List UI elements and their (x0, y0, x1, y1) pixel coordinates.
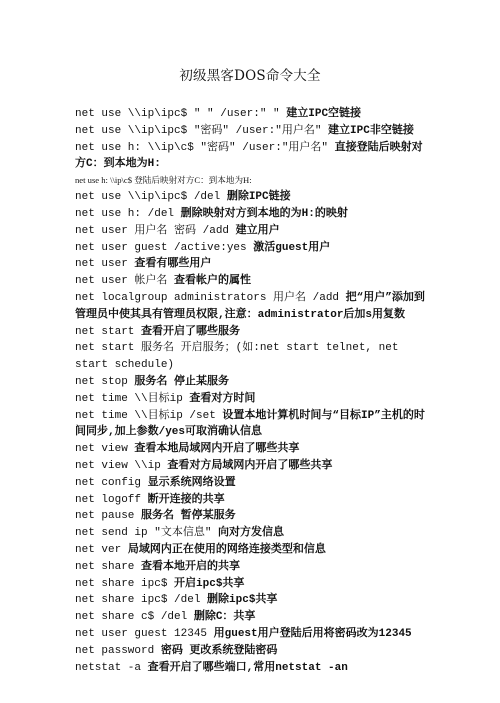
command-line (75, 340, 430, 374)
command-description: 删除C：共享 (187, 611, 256, 624)
command-line (75, 559, 430, 576)
command-text: net view \\ip (75, 459, 161, 472)
command-line (75, 592, 430, 609)
command-text: net user 帐户名 (75, 275, 168, 288)
command-line (75, 324, 430, 341)
command-description: 把“用户”添加到管理员中使其具有管理员权限,注意：administrator后加s用复数 (75, 291, 425, 321)
command-description: 建立用户 (229, 224, 280, 237)
command-text: net ver (75, 543, 122, 556)
command-line (75, 223, 430, 240)
command-description: 查看本地开启的共享 (134, 560, 241, 573)
command-text: net use \\ip\ipc$ "密码" /user:"用户名" (75, 124, 322, 137)
document-title: 初级黑客DOS命令大全 (179, 68, 321, 84)
command-text: net share c$ /del (75, 611, 188, 624)
command-text: net start (75, 325, 135, 338)
command-line (75, 475, 430, 492)
command-line (75, 626, 430, 643)
command-text: net time \\目标ip /set (75, 409, 216, 422)
command-description: 查看帐户的属性 (167, 275, 252, 288)
command-line (75, 408, 430, 442)
command-text: net use h: \\ip\c$ 登陆后映射对方C：到本地为H: (75, 175, 252, 186)
command-description: 显示系统网络设置 (141, 476, 236, 489)
command-line (75, 240, 430, 257)
command-line (75, 458, 430, 475)
command-text: net share (75, 560, 135, 573)
command-text: netstat -a (75, 661, 142, 674)
command-line (75, 140, 430, 174)
command-text: net logoff (75, 493, 142, 506)
command-text: net use h: /del (75, 207, 175, 220)
command-description: 删除ipc$共享 (200, 594, 278, 607)
command-line (75, 525, 430, 542)
command-description: 局域网内正在使用的网络连接类型和信息 (121, 543, 326, 556)
command-line (75, 123, 430, 140)
command-description: 用guest用户登陆后用将密码改为12345 (207, 627, 412, 640)
command-line (75, 576, 430, 593)
command-line-small (75, 174, 430, 186)
command-text: net share ipc$ /del (75, 594, 201, 607)
command-description: 删除IPC链接 (220, 191, 291, 204)
command-description: 向对方发信息 (211, 527, 285, 540)
command-line (75, 206, 430, 223)
command-line (75, 256, 430, 273)
command-description: 建立IPC空链接 (279, 108, 362, 120)
command-text: net localgroup administrators 用户名 /add (75, 291, 340, 304)
command-text: net pause (75, 510, 135, 523)
command-description: 激活guest用户 (246, 241, 331, 254)
command-line (75, 391, 430, 408)
command-text: net user guest /active:yes (75, 241, 247, 254)
command-text: net user (75, 258, 128, 271)
command-line (75, 492, 430, 509)
command-text: net start 服务名 开启服务；(如:net start telnet, net start schedule) (75, 342, 399, 372)
command-list (75, 106, 430, 676)
command-line (75, 643, 430, 660)
command-line (75, 374, 430, 391)
command-description: 服务名 暂停某服务 (134, 510, 236, 523)
command-line (75, 189, 430, 206)
command-description: 密码 更改系统登陆密码 (154, 644, 278, 657)
command-line (75, 106, 430, 123)
command-description: 查看对方时间 (182, 392, 256, 405)
command-text: net config (75, 476, 142, 489)
command-line (75, 609, 430, 626)
command-text: net user guest 12345 (75, 627, 208, 640)
command-text: net use \\ip\ipc$ /del (75, 191, 221, 204)
command-description: 开启ipc$共享 (167, 577, 245, 590)
command-text: net stop (75, 375, 128, 388)
command-text: net view (75, 443, 128, 456)
command-description: 删除映射对方到本地的为H:的映射 (174, 207, 348, 220)
command-description: 查看开启了哪些服务 (134, 325, 241, 338)
command-description: 查看对方局域网内开启了哪些共享 (160, 459, 333, 472)
command-description: 直接登陆后映射对方C：到本地为H: (75, 141, 423, 171)
command-line (75, 441, 430, 458)
command-text: net use h: \\ip\c$ "密码" /user:"用户名" (75, 141, 329, 154)
command-line (75, 273, 430, 290)
command-description: 设置本地计算机时间与“目标IP”主机的时间同步,加上参数/yes可取消确认信息 (75, 409, 425, 439)
command-text: net user 用户名 密码 /add (75, 224, 230, 237)
command-line (75, 290, 430, 324)
command-description: 查看本地局域网内开启了哪些共享 (127, 443, 300, 456)
command-description: 断开连接的共享 (141, 493, 225, 506)
command-description: 服务名 停止某服务 (127, 375, 230, 388)
command-text: net time \\目标ip (75, 392, 183, 405)
command-text: net use \\ip\ipc$ " " /user:" " (75, 108, 280, 120)
command-text: net password (75, 644, 155, 657)
command-text: net share ipc$ (75, 577, 168, 590)
command-line (75, 508, 430, 525)
command-line (75, 542, 430, 559)
command-description: 建立IPC非空链接 (321, 124, 414, 137)
command-line (75, 660, 430, 677)
command-description: 查看开启了哪些端口,常用netstat -an (141, 661, 348, 674)
command-text: net send ip "文本信息" (75, 527, 212, 540)
command-description: 查看有哪些用户 (127, 258, 212, 271)
